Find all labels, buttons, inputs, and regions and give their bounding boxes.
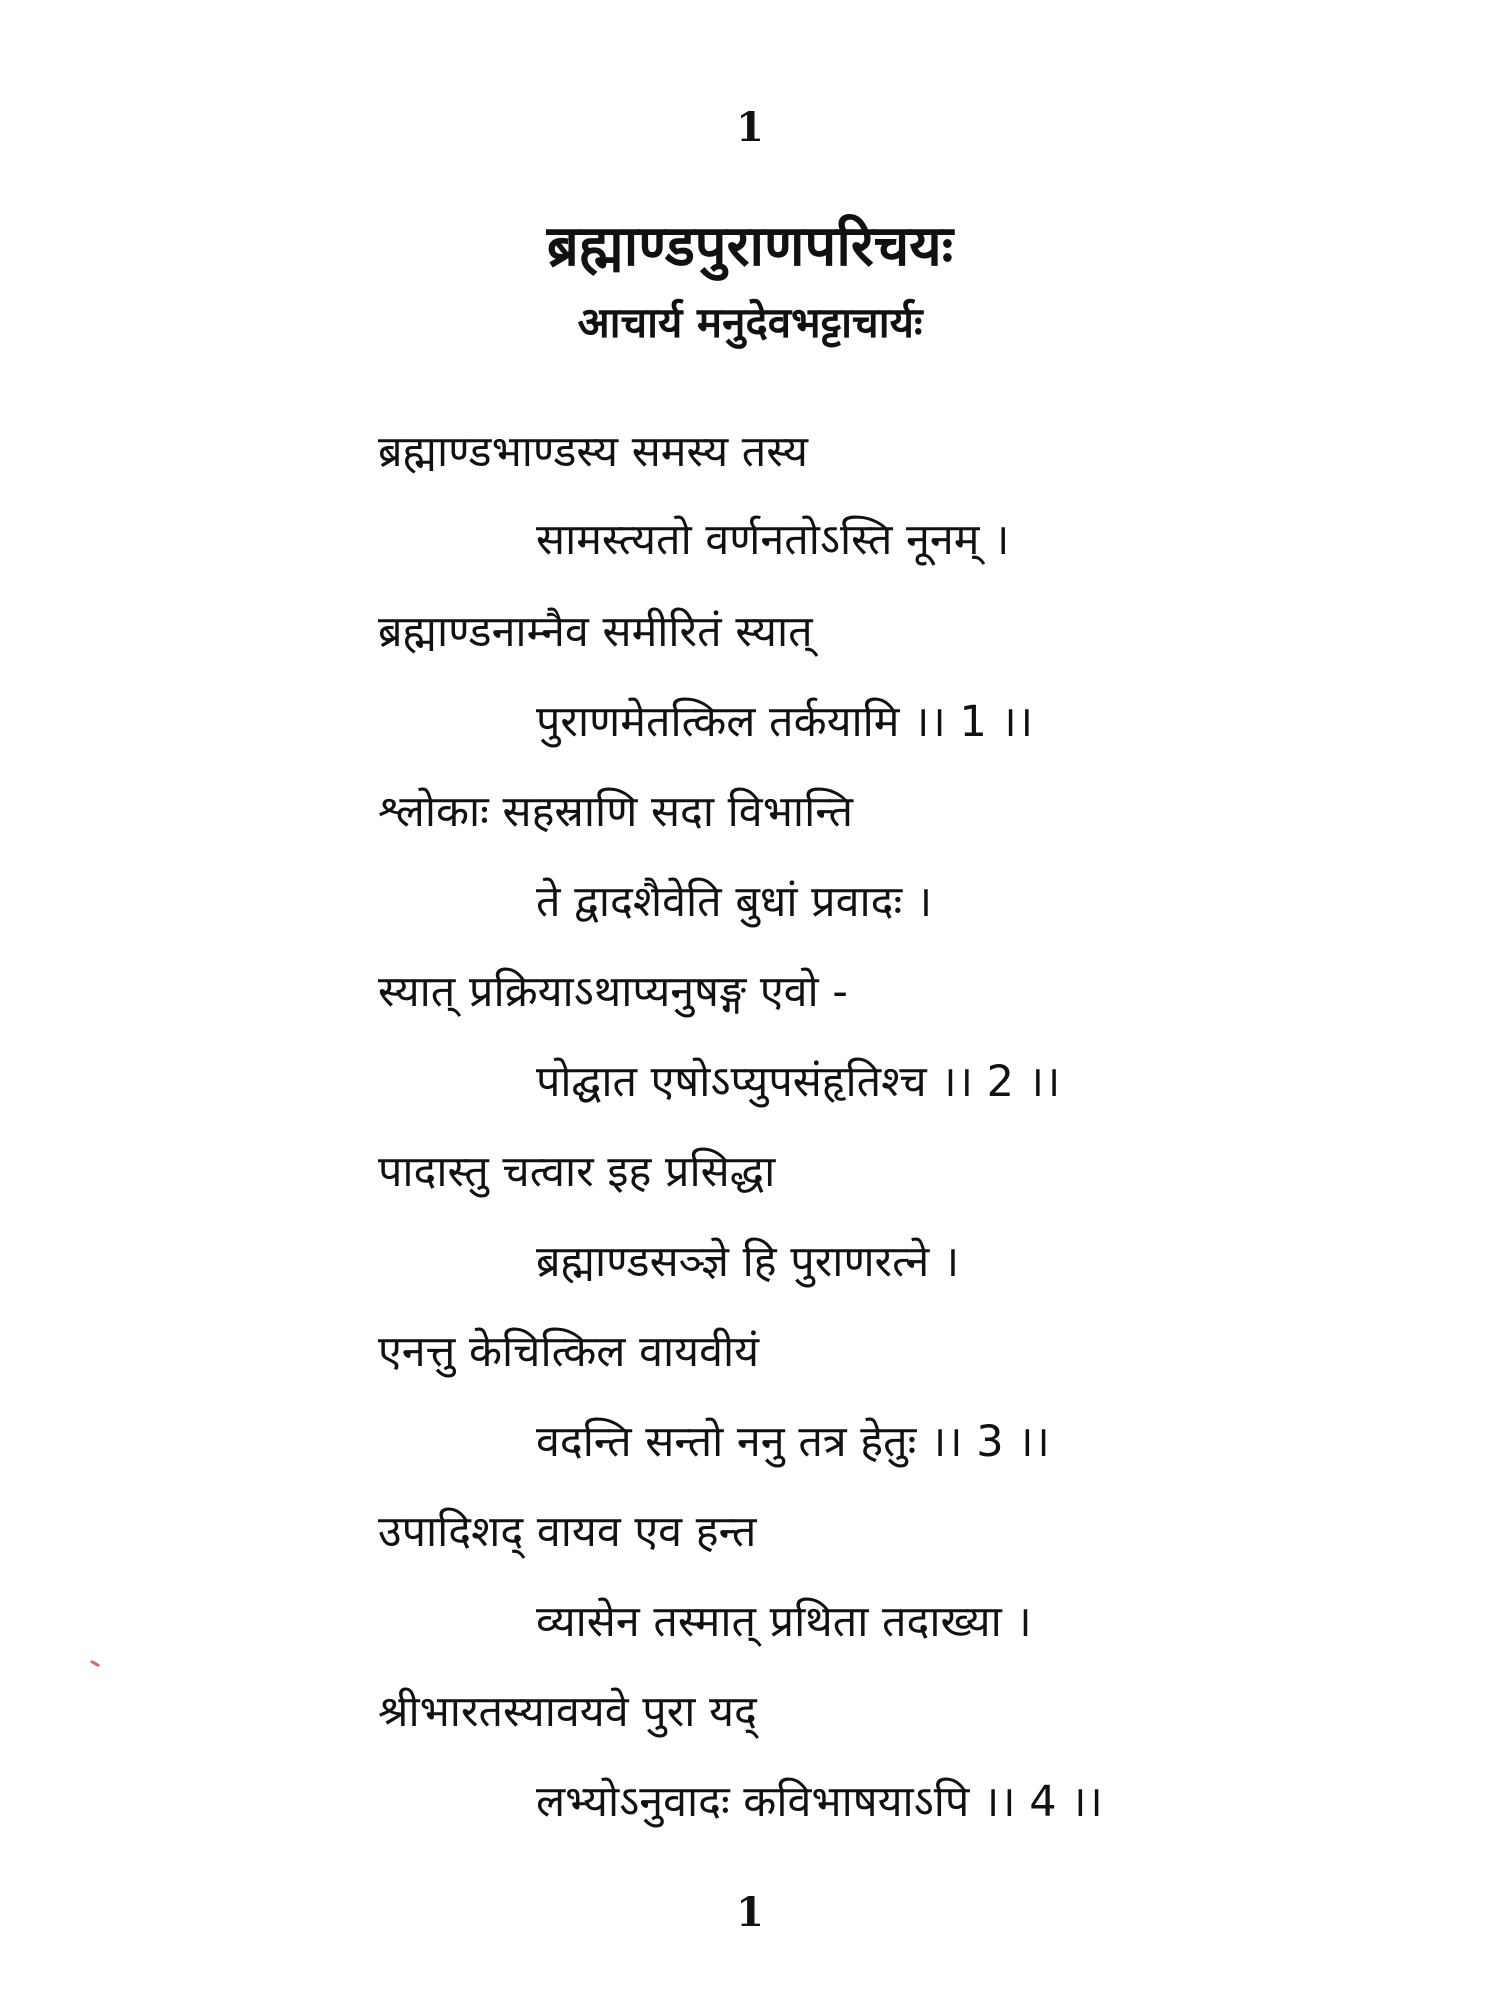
- verse-7-line-2: व्यासेन तस्मात् प्रथिता तदाख्या ।: [536, 1597, 1032, 1647]
- verse-1-line-1: ब्रह्माण्डभाण्डस्य समस्य तस्य: [378, 427, 808, 477]
- page-title: ब्रह्माण्डपुराणपरिचयः: [546, 214, 954, 279]
- verse-4-line-2: पोद्घात एषोऽप्युपसंहृतिश्च ।। 2 ।।: [536, 1057, 1061, 1107]
- verse-8-line-2: लभ्योऽनुवादः कविभाषयाऽपि ।। 4 ।।: [536, 1777, 1103, 1827]
- verse-1-line-2: सामस्त्यतो वर्णनतोऽस्ति नूनम् ।: [536, 515, 1010, 565]
- top-page-number: 1: [736, 104, 764, 151]
- author-name: आचार्य मनुदेवभट्टाचार्यः: [577, 298, 923, 347]
- verse-3-line-2: ते द्वादशैवेति बुधां प्रवादः ।: [536, 877, 933, 927]
- verse-6-line-1: एनत्तु केचित्किल वायवीयं: [378, 1327, 760, 1377]
- verse-7-line-1: उपादिशद् वायव एव हन्त: [378, 1507, 757, 1557]
- verse-8-line-1: श्रीभारतस्यावयवे पुरा यद्: [378, 1687, 757, 1737]
- bottom-page-number: 1: [736, 1889, 764, 1936]
- verse-4-line-1: स्यात् प्रक्रियाऽथाप्यनुषङ्ग एवो -: [378, 967, 848, 1017]
- verse-2-line-1: ब्रह्माण्डनाम्नैव समीरितं स्यात्: [378, 607, 813, 657]
- verse-3-line-1: श्लोकाः सहस्राणि सदा विभान्ति: [378, 787, 853, 837]
- verse-6-line-2: वदन्ति सन्तो ननु तत्र हेतुः ।। 3 ।।: [536, 1417, 1050, 1467]
- verse-2-line-2: पुराणमेतत्किल तर्कयामि ।। 1 ।।: [536, 697, 1034, 747]
- verse-5-line-1: पादास्तु चत्वार इह प्रसिद्धा: [378, 1147, 776, 1197]
- verse-5-line-2: ब्रह्माण्डसञ्ज्ञे हि पुराणरत्ने ।: [536, 1237, 960, 1287]
